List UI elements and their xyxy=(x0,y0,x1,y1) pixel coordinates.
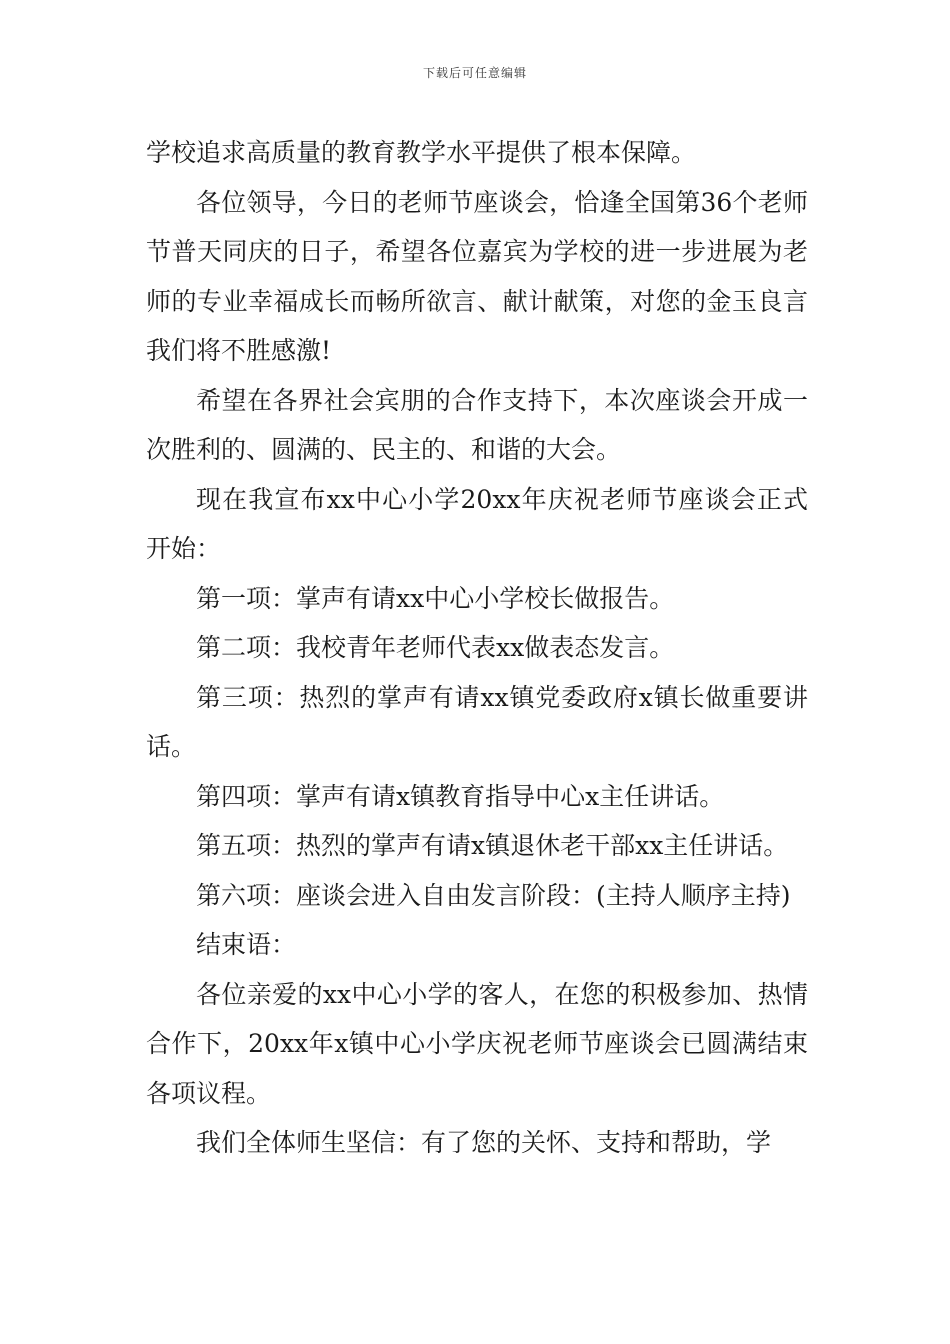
closing-heading: 结束语： xyxy=(196,930,297,959)
paragraph: 我们全体师生坚信：有了您的关怀、支持和帮助，学 xyxy=(196,1128,772,1157)
paragraph: 学校追求高质量的教育教学水平提供了根本保障。 xyxy=(146,138,697,167)
paragraph: 希望在各界社会宾朋的合作支持下，本次座谈会开成一次胜利的、圆满的、民主的、和谐的大会。 xyxy=(146,385,808,464)
page-header-note: 下载后可任意编辑 xyxy=(422,66,527,80)
agenda-item: 第一项：掌声有请xx中心小学校长做报告。 xyxy=(196,583,675,613)
agenda-item: 第五项：热烈的掌声有请x镇退休老干部xx主任讲话。 xyxy=(196,831,789,860)
agenda-item: 第二项：我校青年老师代表xx做表态发言。 xyxy=(196,633,675,662)
document-body xyxy=(146,128,808,1168)
paragraph: 各位领导，今日的老师节座谈会，恰逢全国第36个老师节普天同庆的日子，希望各位嘉宾为学校的进一步进展为老师的专业幸福成长而畅所欲言、献计献策，对您的金玉良言我们将不胜感激! xyxy=(146,187,808,365)
agenda-item: 第四项：掌声有请x镇教育指导中心x主任讲话。 xyxy=(196,781,725,811)
paragraph: 各位亲爱的xx中心小学的客人，在您的积极参加、热情合作下，20xx年x镇中心小学庆祝老师节座谈会已圆满结束各项议程。 xyxy=(146,979,808,1108)
agenda-item: 第三项：热烈的掌声有请xx镇党委政府x镇长做重要讲话。 xyxy=(146,682,808,761)
agenda-item: 第六项：座谈会进入自由发言阶段：(主持人顺序主持) xyxy=(196,880,791,910)
paragraph: 现在我宣布xx中心小学20xx年庆祝老师节座谈会正式开始： xyxy=(146,484,808,563)
